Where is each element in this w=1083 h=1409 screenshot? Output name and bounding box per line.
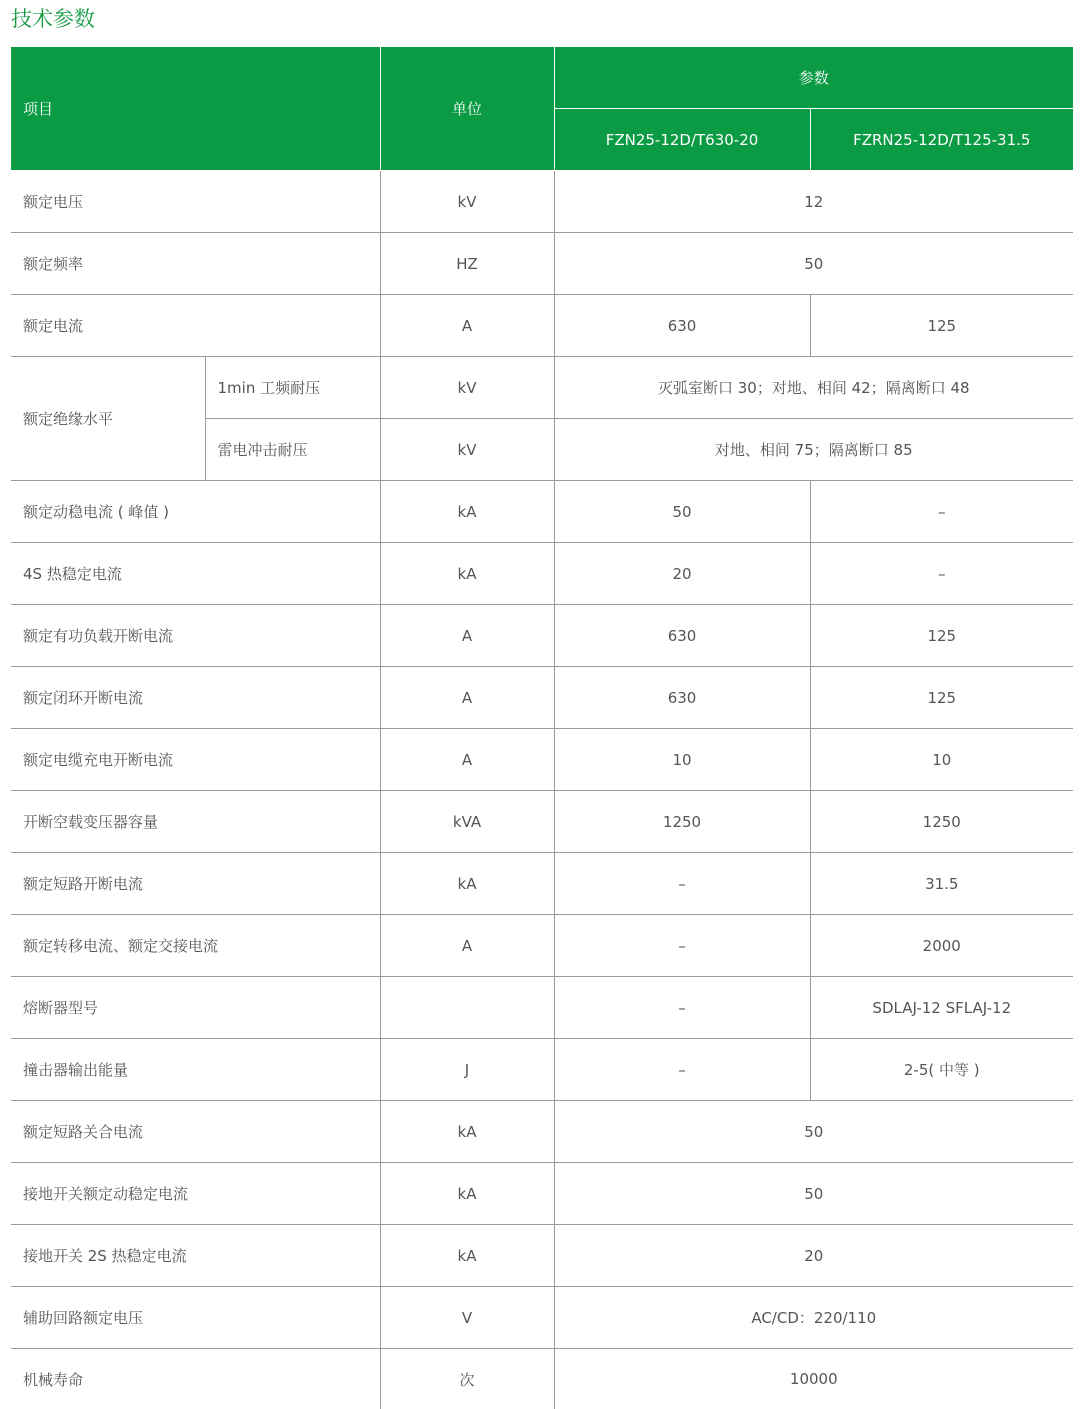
row-value-2: 125	[810, 605, 1073, 667]
row-value-1: –	[554, 915, 810, 977]
row-label: 辅助回路额定电压	[11, 1287, 380, 1349]
row-value-1: –	[554, 853, 810, 915]
row-label: 额定电压	[11, 171, 380, 233]
row-unit: kA	[380, 1225, 554, 1287]
table-row	[11, 295, 1073, 357]
row-label: 额定电缆充电开断电流	[11, 729, 380, 791]
row-value-merged: 50	[554, 233, 1073, 295]
row-value-1: 20	[554, 543, 810, 605]
table-row	[11, 1101, 1073, 1163]
row-label: 额定动稳电流 ( 峰值 )	[11, 481, 380, 543]
row-unit: kA	[380, 543, 554, 605]
header-item: 项目	[11, 47, 380, 171]
row-label: 接地开关 2S 热稳定电流	[11, 1225, 380, 1287]
row-value-2: SDLAJ-12 SFLAJ-12	[810, 977, 1073, 1039]
row-value-2: 1250	[810, 791, 1073, 853]
header-model-1: FZN25-12D/T630-20	[554, 109, 810, 171]
row-label: 额定有功负载开断电流	[11, 605, 380, 667]
table-row	[11, 667, 1073, 729]
row-label: 额定频率	[11, 233, 380, 295]
row-label: 额定闭环开断电流	[11, 667, 380, 729]
row-unit: kA	[380, 1163, 554, 1225]
table-row	[11, 1287, 1073, 1349]
row-label: 熔断器型号	[11, 977, 380, 1039]
row-value-merged: AC/CD：220/110	[554, 1287, 1073, 1349]
row-label: 接地开关额定动稳定电流	[11, 1163, 380, 1225]
spec-table	[11, 47, 1073, 1409]
row-value-2: 2000	[810, 915, 1073, 977]
row-value-1: 10	[554, 729, 810, 791]
table-row	[11, 791, 1073, 853]
row-value-2: 125	[810, 295, 1073, 357]
row-value-1: –	[554, 977, 810, 1039]
row-sublabel: 1min 工频耐压	[205, 357, 380, 419]
row-label: 4S 热稳定电流	[11, 543, 380, 605]
row-unit: A	[380, 915, 554, 977]
row-label: 额定短路开断电流	[11, 853, 380, 915]
table-row	[11, 853, 1073, 915]
row-value-merged: 灭弧室断口 30；对地、相间 42；隔离断口 48	[554, 357, 1073, 419]
row-value-2: 31.5	[810, 853, 1073, 915]
row-value-2: 125	[810, 667, 1073, 729]
row-unit: kA	[380, 481, 554, 543]
row-unit: kA	[380, 853, 554, 915]
table-row	[11, 171, 1073, 233]
row-value-merged: 对地、相间 75；隔离断口 85	[554, 419, 1073, 481]
table-row	[11, 1039, 1073, 1101]
row-value-1: 50	[554, 481, 810, 543]
row-unit: A	[380, 605, 554, 667]
row-unit: kA	[380, 1101, 554, 1163]
row-value-2: 10	[810, 729, 1073, 791]
table-row	[11, 729, 1073, 791]
table-row	[11, 1163, 1073, 1225]
row-unit: A	[380, 667, 554, 729]
table-row	[11, 977, 1073, 1039]
row-value-1: 630	[554, 667, 810, 729]
table-row	[11, 605, 1073, 667]
row-value-1: –	[554, 1039, 810, 1101]
row-unit: J	[380, 1039, 554, 1101]
table-row	[11, 1349, 1073, 1409]
row-value-2: –	[810, 481, 1073, 543]
row-value-merged: 12	[554, 171, 1073, 233]
row-unit: A	[380, 295, 554, 357]
row-value-1: 1250	[554, 791, 810, 853]
table-row	[11, 915, 1073, 977]
table-row	[11, 357, 1073, 419]
row-sublabel: 雷电冲击耐压	[205, 419, 380, 481]
row-unit: kV	[380, 357, 554, 419]
row-label: 开断空载变压器容量	[11, 791, 380, 853]
header-unit: 单位	[380, 47, 554, 171]
row-unit: A	[380, 729, 554, 791]
row-label: 额定短路关合电流	[11, 1101, 380, 1163]
table-row	[11, 1225, 1073, 1287]
row-value-2: –	[810, 543, 1073, 605]
row-value-merged: 10000	[554, 1349, 1073, 1409]
row-value-merged: 50	[554, 1163, 1073, 1225]
row-unit: 次	[380, 1349, 554, 1409]
row-label: 额定转移电流、额定交接电流	[11, 915, 380, 977]
row-unit	[380, 977, 554, 1039]
row-value-merged: 20	[554, 1225, 1073, 1287]
row-label: 撞击器输出能量	[11, 1039, 380, 1101]
row-value-1: 630	[554, 605, 810, 667]
row-value-2: 2-5( 中等 )	[810, 1039, 1073, 1101]
table-row	[11, 233, 1073, 295]
row-unit: HZ	[380, 233, 554, 295]
row-unit: kVA	[380, 791, 554, 853]
row-unit: V	[380, 1287, 554, 1349]
table-row	[11, 543, 1073, 605]
header-params: 参数	[554, 47, 1073, 109]
row-unit: kV	[380, 171, 554, 233]
row-label: 额定绝缘水平	[11, 357, 205, 481]
row-value-1: 630	[554, 295, 810, 357]
table-row	[11, 481, 1073, 543]
row-unit: kV	[380, 419, 554, 481]
row-label: 额定电流	[11, 295, 380, 357]
row-value-merged: 50	[554, 1101, 1073, 1163]
page-title: 技术参数	[11, 4, 95, 34]
row-label: 机械寿命	[11, 1349, 380, 1409]
header-model-2: FZRN25-12D/T125-31.5	[810, 109, 1073, 171]
